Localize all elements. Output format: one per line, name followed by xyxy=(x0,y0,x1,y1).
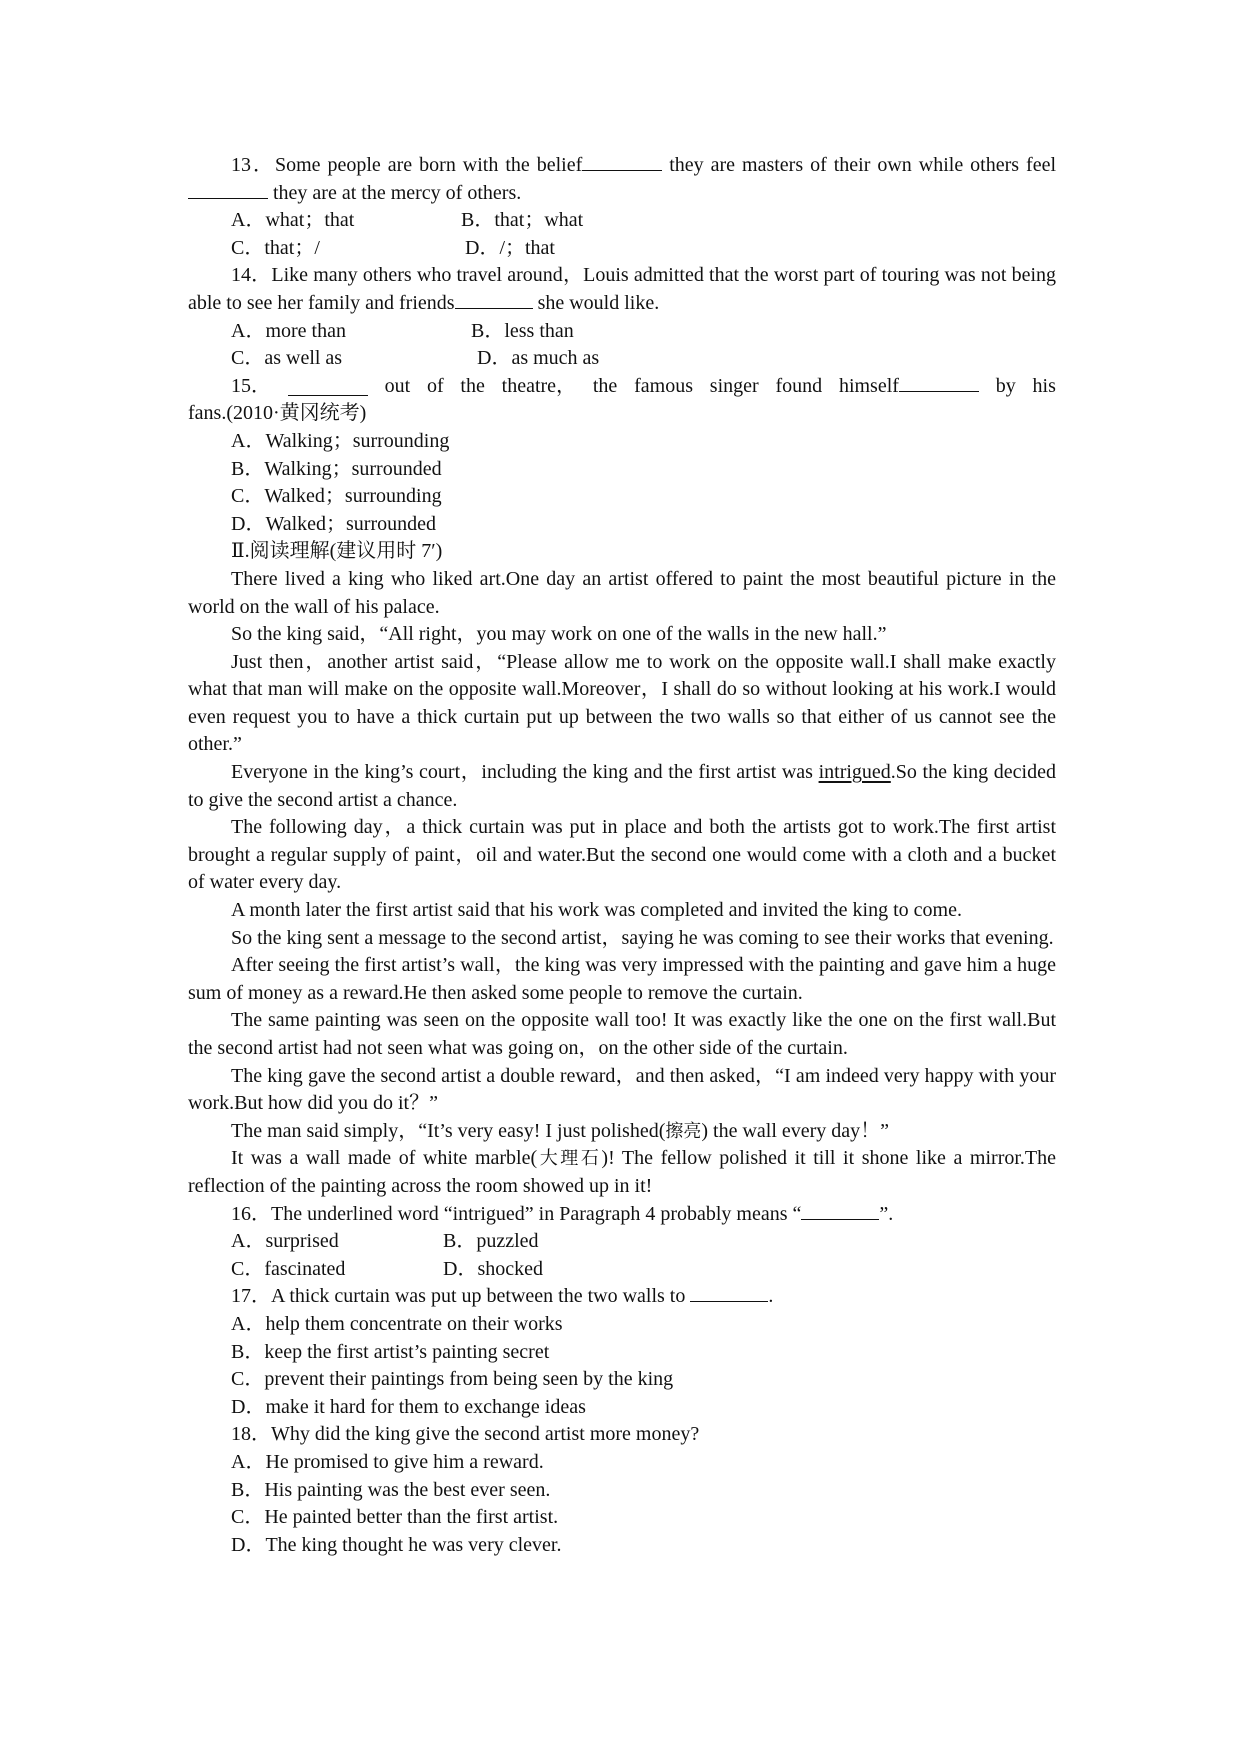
question-text: Like many others who travel around，Louis admitted that the worst part of touring was not being able to see her family and friends xyxy=(188,264,1057,314)
question-15-continued: fans.(2010·黄冈统考) xyxy=(188,402,367,425)
option-b: B．less than xyxy=(471,319,574,342)
worksheet-content xyxy=(188,152,1056,1559)
paragraph-text: .So the king decided to give the second artist a chance. xyxy=(188,761,1056,811)
paragraph-text: It was a wall made of white marble( xyxy=(231,1147,538,1170)
option-a: A．what；that xyxy=(231,209,355,232)
answer-blank xyxy=(455,290,533,309)
question-word: out xyxy=(384,374,411,397)
question-text: ”. xyxy=(879,1202,894,1225)
question-16 xyxy=(188,1201,1056,1229)
option-d: D．as much as xyxy=(477,347,600,370)
passage-paragraph: A month later the first artist said that his work was completed and invited the king to come. xyxy=(231,899,962,922)
option-a: A．help them concentrate on their works xyxy=(231,1312,563,1335)
question-word: theatre， xyxy=(501,374,577,397)
gloss-text: 大理石 xyxy=(537,1148,602,1170)
option-c: C．that；/ xyxy=(231,236,320,259)
paragraph-text: ) the wall every day！” xyxy=(701,1119,890,1142)
option-a: A．Walking；surrounding xyxy=(231,429,450,452)
option-b: B．Walking；surrounded xyxy=(231,457,442,480)
option-c: C．He painted better than the first artist. xyxy=(231,1506,559,1529)
question-number: 14． xyxy=(231,264,272,287)
option-c: C．as well as xyxy=(231,347,343,370)
question-number: 18． xyxy=(231,1423,271,1446)
question-text: they are masters of their own while others feel xyxy=(662,154,1057,176)
question-word: the xyxy=(460,374,485,397)
option-d: D．/；that xyxy=(465,236,555,259)
answer-blank xyxy=(288,379,368,396)
passage-paragraph: After seeing the first artist’s wall，the king was very impressed with the painting and gave him a huge sum of money as a reward.He then asked some people to remove the curtain. xyxy=(188,954,1056,1004)
paragraph-text: The man said simply，“It’s very easy! I just polished( xyxy=(231,1119,666,1142)
question-text: Why did the king give the second artist more money? xyxy=(271,1423,700,1446)
option-d: D．make it hard for them to exchange ideas xyxy=(231,1395,586,1418)
question-word: the xyxy=(592,374,618,397)
question-text: A thick curtain was put up between the two walls to xyxy=(271,1285,691,1308)
answer-blank xyxy=(690,1283,768,1302)
question-17 xyxy=(188,1283,1056,1311)
option-a: A．He promised to give him a reward. xyxy=(231,1450,544,1473)
question-text: . xyxy=(768,1285,774,1308)
passage-paragraph: So the king sent a message to the second artist，saying he was coming to see their works that evening. xyxy=(231,926,1054,949)
option-d: D．shocked xyxy=(443,1257,543,1280)
option-b: B．puzzled xyxy=(443,1230,539,1253)
option-c: C．fascinated xyxy=(231,1257,346,1280)
options-row xyxy=(188,207,1056,235)
passage-paragraph xyxy=(188,1145,1056,1200)
options-row xyxy=(188,235,1056,263)
answer-blank xyxy=(582,152,662,171)
passage-paragraph: The same painting was seen on the opposite wall too! It was exactly like the one on the first wall.But the second artist had not seen what was going on，on the other side of the curtain. xyxy=(188,1009,1056,1059)
options-row xyxy=(188,1256,1056,1284)
underlined-word: intrigued xyxy=(818,761,891,784)
answer-blank xyxy=(188,180,268,199)
question-word: found xyxy=(775,374,823,397)
option-b: B．His painting was the best ever seen. xyxy=(231,1478,551,1501)
passage-paragraph xyxy=(188,759,1056,814)
question-number: 16． xyxy=(231,1202,271,1225)
passage-paragraph: The king gave the second artist a double reward，and then asked，“I am indeed very happy with your work.But how did you do it？” xyxy=(188,1064,1056,1115)
passage-paragraph: There lived a king who liked art.One day an artist offered to paint the most beautiful picture in the world on the wall of his palace. xyxy=(188,567,1056,618)
question-text: they are at the mercy of others. xyxy=(268,181,522,204)
options-row xyxy=(188,345,1056,373)
option-c: C．prevent their paintings from being seen by the king xyxy=(231,1368,674,1391)
question-word: by xyxy=(995,374,1016,397)
paragraph-text: )! The fellow polished it till it shone like a mirror.The reflection of the painting across the room showed up in it! xyxy=(188,1147,1057,1197)
passage-paragraph: Just then，another artist said，“Please allow me to work on the opposite wall.I shall make exactly what that man will make on the opposite wall.Moreover，I shall do so without looking at his work.I would even request you to have a thick curtain put up between the two walls so that either of us cannot see the other.” xyxy=(188,650,1056,756)
passage-paragraph: The following day，a thick curtain was put in place and both the artists got to work.The first artist brought a regular supply of paint，oil and water.But the second one would come with a cloth and a bucket of water every day. xyxy=(188,816,1056,894)
answer-blank xyxy=(899,373,979,392)
question-15 xyxy=(188,373,1056,401)
question-14 xyxy=(188,262,1056,317)
option-a: A．surprised xyxy=(231,1230,339,1253)
option-d: D．The king thought he was very clever. xyxy=(231,1533,562,1556)
answer-blank xyxy=(801,1201,879,1220)
question-number: 13． xyxy=(231,154,275,176)
question-13 xyxy=(188,152,1056,207)
question-word: famous xyxy=(634,374,693,397)
option-b: B．that；what xyxy=(461,209,584,232)
option-d: D．Walked；surrounded xyxy=(231,512,437,535)
question-text: The underlined word “intrigued” in Paragraph 4 probably means “ xyxy=(271,1202,802,1225)
question-word: his xyxy=(1032,374,1056,397)
question-number: 15． xyxy=(231,374,271,397)
question-18 xyxy=(188,1421,1056,1449)
passage-paragraph xyxy=(188,1118,1056,1146)
passage-paragraph: So the king said，“All right，you may work on one of the walls in the new hall.” xyxy=(231,623,887,646)
options-row xyxy=(188,318,1056,346)
section-heading: Ⅱ.阅读理解(建议用时 7′) xyxy=(231,540,443,563)
question-word: himself xyxy=(838,374,899,397)
option-a: A．more than xyxy=(231,319,346,342)
gloss-text: 擦亮 xyxy=(665,1120,702,1142)
question-text: she would like. xyxy=(532,291,660,314)
option-b: B．keep the first artist’s painting secret xyxy=(231,1340,550,1363)
question-word: of xyxy=(426,374,444,397)
options-row xyxy=(188,1228,1056,1256)
question-number: 17． xyxy=(231,1285,271,1308)
paragraph-text: Everyone in the king’s court，including the king and the first artist was xyxy=(231,761,819,784)
option-c: C．Walked；surrounding xyxy=(231,485,442,508)
question-word: singer xyxy=(709,374,759,397)
question-text: Some people are born with the belief xyxy=(274,154,583,176)
